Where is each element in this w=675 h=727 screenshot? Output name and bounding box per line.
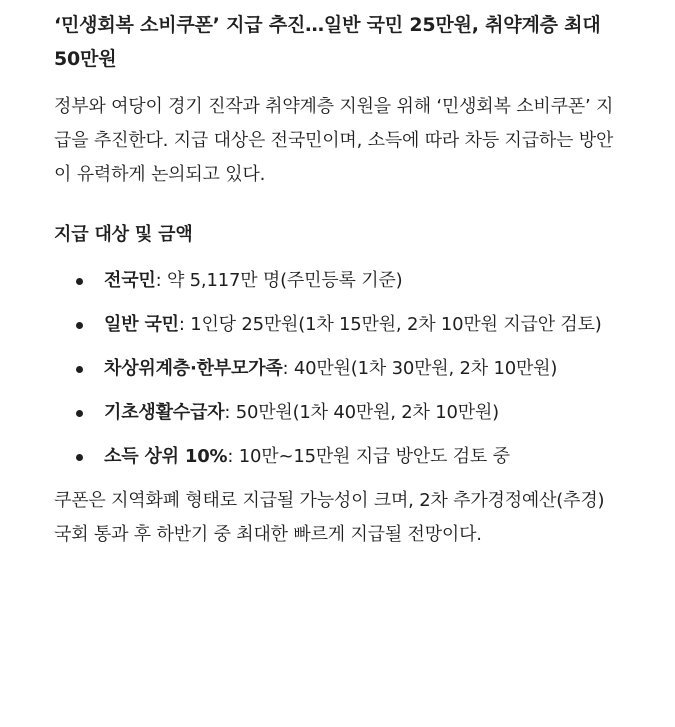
item-detail: : 10만~15만원 지급 방안도 검토 중 [227,446,510,467]
bullet-list [54,264,627,474]
list-item [54,264,627,298]
item-term: 전국민 [104,270,156,291]
item-term: 차상위계층·한부모가족 [104,358,283,379]
list-item [54,396,627,430]
item-term: 기초생활수급자 [104,402,225,423]
list-item [54,352,627,386]
section-title: 지급 대상 및 금액 [54,224,193,245]
item-detail: : 50만원(1차 40만원, 2차 10만원) [224,402,499,423]
item-term: 일반 국민 [104,314,179,335]
item-detail: : 40만원(1차 30만원, 2차 10만원) [282,358,558,379]
article-closing: 쿠폰은 지역화폐 형태로 지급될 가능성이 크며, 2차 추가경정예산(추경) 국회 통과 후 하반기 중 최대한 빠르게 지급될 전망이다. [54,490,605,545]
item-term: 소득 상위 10% [104,446,228,467]
item-detail: : 약 5,117만 명(주민등록 기준) [155,270,403,291]
item-detail: : 1인당 25만원(1차 15만원, 2차 10만원 지급안 검토) [178,314,602,335]
article-intro: 정부와 여당이 경기 진작과 취약계층 지원을 위해 ‘민생회복 소비쿠폰’ 지급을 추진한다. 지급 대상은 전국민이며, 소득에 따라 차등 지급하는 방안이 유력하게 논의되고 있다. [54,96,614,185]
list-item [54,308,627,342]
article-headline: ‘민생회복 소비쿠폰’ 지급 추진…일반 국민 25만원, 취약계층 최대 50만원 [54,14,601,70]
list-item [54,440,627,474]
